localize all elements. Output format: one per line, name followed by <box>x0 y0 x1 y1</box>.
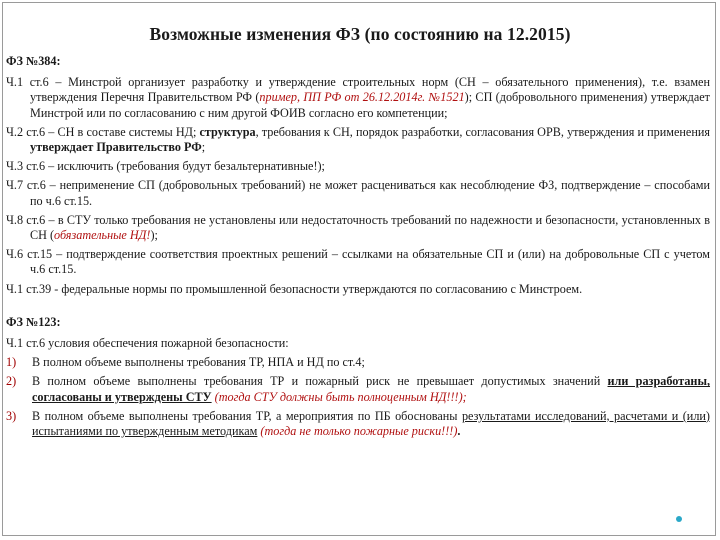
paragraph-ch7-st6: Ч.7 ст.6 – неприменение СП (добровольных требований) не может расцениваться как несоблюдение ФЗ, подтверждение – способами по ч.6 ст.15. <box>6 178 710 208</box>
list-text: В полном объеме выполнены требования ТР, НПА и НД по ст.4; <box>32 355 365 370</box>
list-item <box>6 374 710 404</box>
list-number: 3) <box>6 408 17 423</box>
list-text: В полном объеме выполнены требования ТР, а мероприятия по ПБ обоснованы результатами исследований, расчетами и (или) испытаниями по утвержденным методикам (тогда не только пожарные риски!!!). <box>32 408 710 439</box>
paragraph-ch6-st15: Ч.6 ст.15 – подтверждение соответствия проектных решений – ссылками на обязательные СП и (или) на добровольные СП с учетом ч.6 ст.15. <box>6 247 710 277</box>
paragraph-ch3-st6: Ч.3 ст.6 – исключить (требования будут безальтернативные!); <box>6 159 325 174</box>
slide-title: Возможные изменения ФЗ (по состоянию на 12.2015) <box>149 24 571 44</box>
paragraph-ch1-st6-fire: Ч.1 ст.6 условия обеспечения пожарной безопасности: <box>6 336 289 351</box>
section-heading-384: ФЗ №384: <box>6 54 61 68</box>
list-number: 2) <box>6 374 17 389</box>
paragraph-ch8-st6: Ч.8 ст.6 – в СТУ только требования не установлены или недостаточность требований по надежности и безопасности, установленных в СН (обязательные НД!); <box>6 212 710 243</box>
list-item <box>6 355 710 370</box>
list-text: В полном объеме выполнены требования ТР и пожарный риск не превышает допустимых значений или разработаны, согласованы и утверждены СТУ (тогда СТУ должны быть полноценным НД!!!); <box>32 374 711 404</box>
list-item <box>6 409 710 439</box>
list-number: 1) <box>6 355 17 370</box>
bullet-dot-icon <box>676 516 682 522</box>
paragraph-ch1-st39: Ч.1 ст.39 - федеральные нормы по промышленной безопасности утверждаются по согласованию с Минстроем. <box>6 281 583 296</box>
section-heading-123: ФЗ №123: <box>6 314 61 329</box>
paragraph-ch1-st6: Ч.1 ст.6 – Минстрой организует разработку и утверждение строительных норм (СН – обязательного применения), т.е. взамен утверждения Перечня Правительством РФ (пример, ПП РФ от 26.12.2014г. №1521); СП (добровольного применения) утверждает Минстрой или по согласованию с ним другой ФОИВ согласно его компетенции; <box>6 75 710 120</box>
paragraph-ch2-st6: Ч.2 ст.6 – СН в составе системы НД; структура, требования к СН, порядок разработки, согласования ОРВ, утверждения и применения утверждает Правительство РФ; <box>6 124 710 155</box>
slide-body <box>6 54 710 443</box>
